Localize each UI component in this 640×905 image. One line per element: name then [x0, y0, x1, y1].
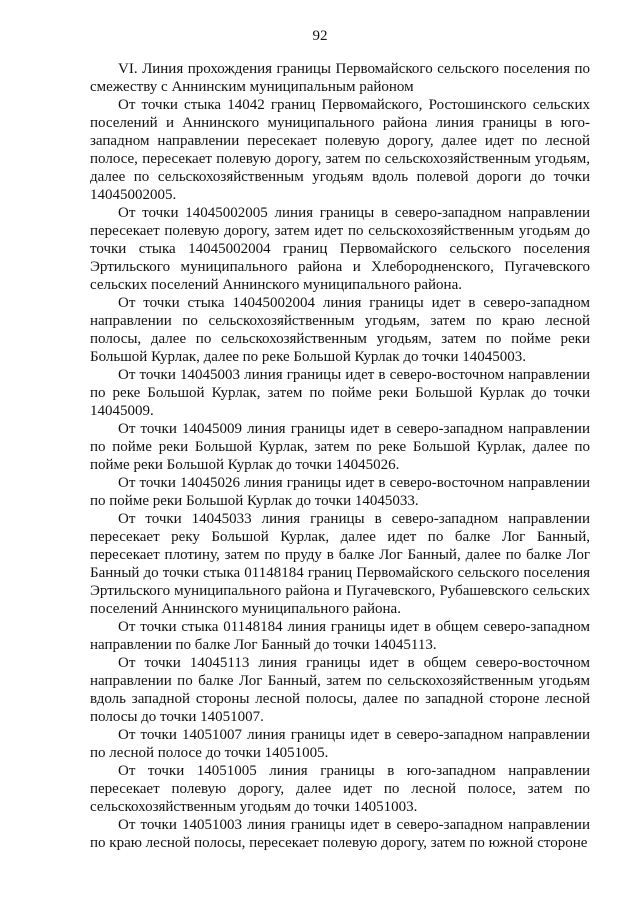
paragraph: От точки 14045003 линия границы идет в северо-восточном направлении по реке Большой Курлак, затем по пойме реки Большой Курлак до точки 14045009. — [90, 367, 590, 419]
paragraph: От точки стыка 14042 границ Первомайского, Ростошинского сельских поселений и Аннинского муниципального района линия границы в юго-западном направлении пересекает полевую дорогу, далее идет по лесной полосе, пересекает полевую дорогу, затем по сельскохозяйственным угодьям, далее по сельскохозяйственным угодьям вдоль полевой дороги до точки 14045002005. — [90, 97, 590, 203]
paragraph: От точки 14045033 линия границы в северо-западном направлении пересекает реку Большой Курлак, далее идет по балке Лог Банный, пересекает плотину, затем по пруду в балке Лог Банный, далее по балке Лог Банный до точки стыка 01148184 границ Первомайского сельского поселения Эртильского муниципального района и Пугачевского, Рубашевского сельских поселений Аннинского муниципального района. — [90, 511, 590, 617]
page-number: 92 — [312, 28, 328, 44]
document-body — [90, 60, 590, 852]
paragraph: От точки 14045009 линия границы идет в северо-западном направлении по пойме реки Большой Курлак, затем по реке Большой Курлак, далее по пойме реки Большой Курлак до точки 14045026. — [90, 421, 590, 473]
paragraph: От точки 14045002005 линия границы в северо-западном направлении пересекает полевую дорогу, затем идет по сельскохозяйственным угодьям до точки стыка 14045002004 границ Первомайского сельского поселения Эртильского муниципального района и Хлебородненского, Пугачевского сельских поселений Аннинского муниципального района. — [90, 205, 590, 293]
paragraph: От точки 14045026 линия границы идет в северо-восточном направлении по пойме реки Большой Курлак до точки 14045033. — [90, 475, 590, 509]
paragraph: От точки 14051007 линия границы идет в северо-западном направлении по лесной полосе до точки 14051005. — [90, 727, 590, 761]
section-heading: VI. Линия прохождения границы Первомайского сельского поселения по смежеству с Аннинским муниципальным районом — [90, 61, 590, 95]
paragraph: От точки 14051003 линия границы идет в северо-западном направлении по краю лесной полосы, пересекает полевую дорогу, затем по южной стороне — [90, 817, 590, 851]
paragraph: От точки стыка 01148184 линия границы идет в общем северо-западном направлении по балке Лог Банный до точки 14045113. — [90, 619, 590, 653]
paragraph: От точки 14045113 линия границы идет в общем северо-восточном направлении по балке Лог Банный, затем по сельскохозяйственным угодьям вдоль западной стороны лесной полосы, далее по западной стороне лесной полосы до точки 14051007. — [90, 655, 590, 725]
paragraph: От точки 14051005 линия границы в юго-западном направлении пересекает полевую дорогу, далее идет по лесной полосе, затем по сельскохозяйственным угодьям до точки 14051003. — [90, 763, 590, 815]
paragraph: От точки стыка 14045002004 линия границы идет в северо-западном направлении по сельскохозяйственным угодьям, затем по краю лесной полосы, далее по сельскохозяйственным угодьям, затем по пойме реки Большой Курлак, далее по реке Большой Курлак до точки 14045003. — [90, 295, 590, 365]
